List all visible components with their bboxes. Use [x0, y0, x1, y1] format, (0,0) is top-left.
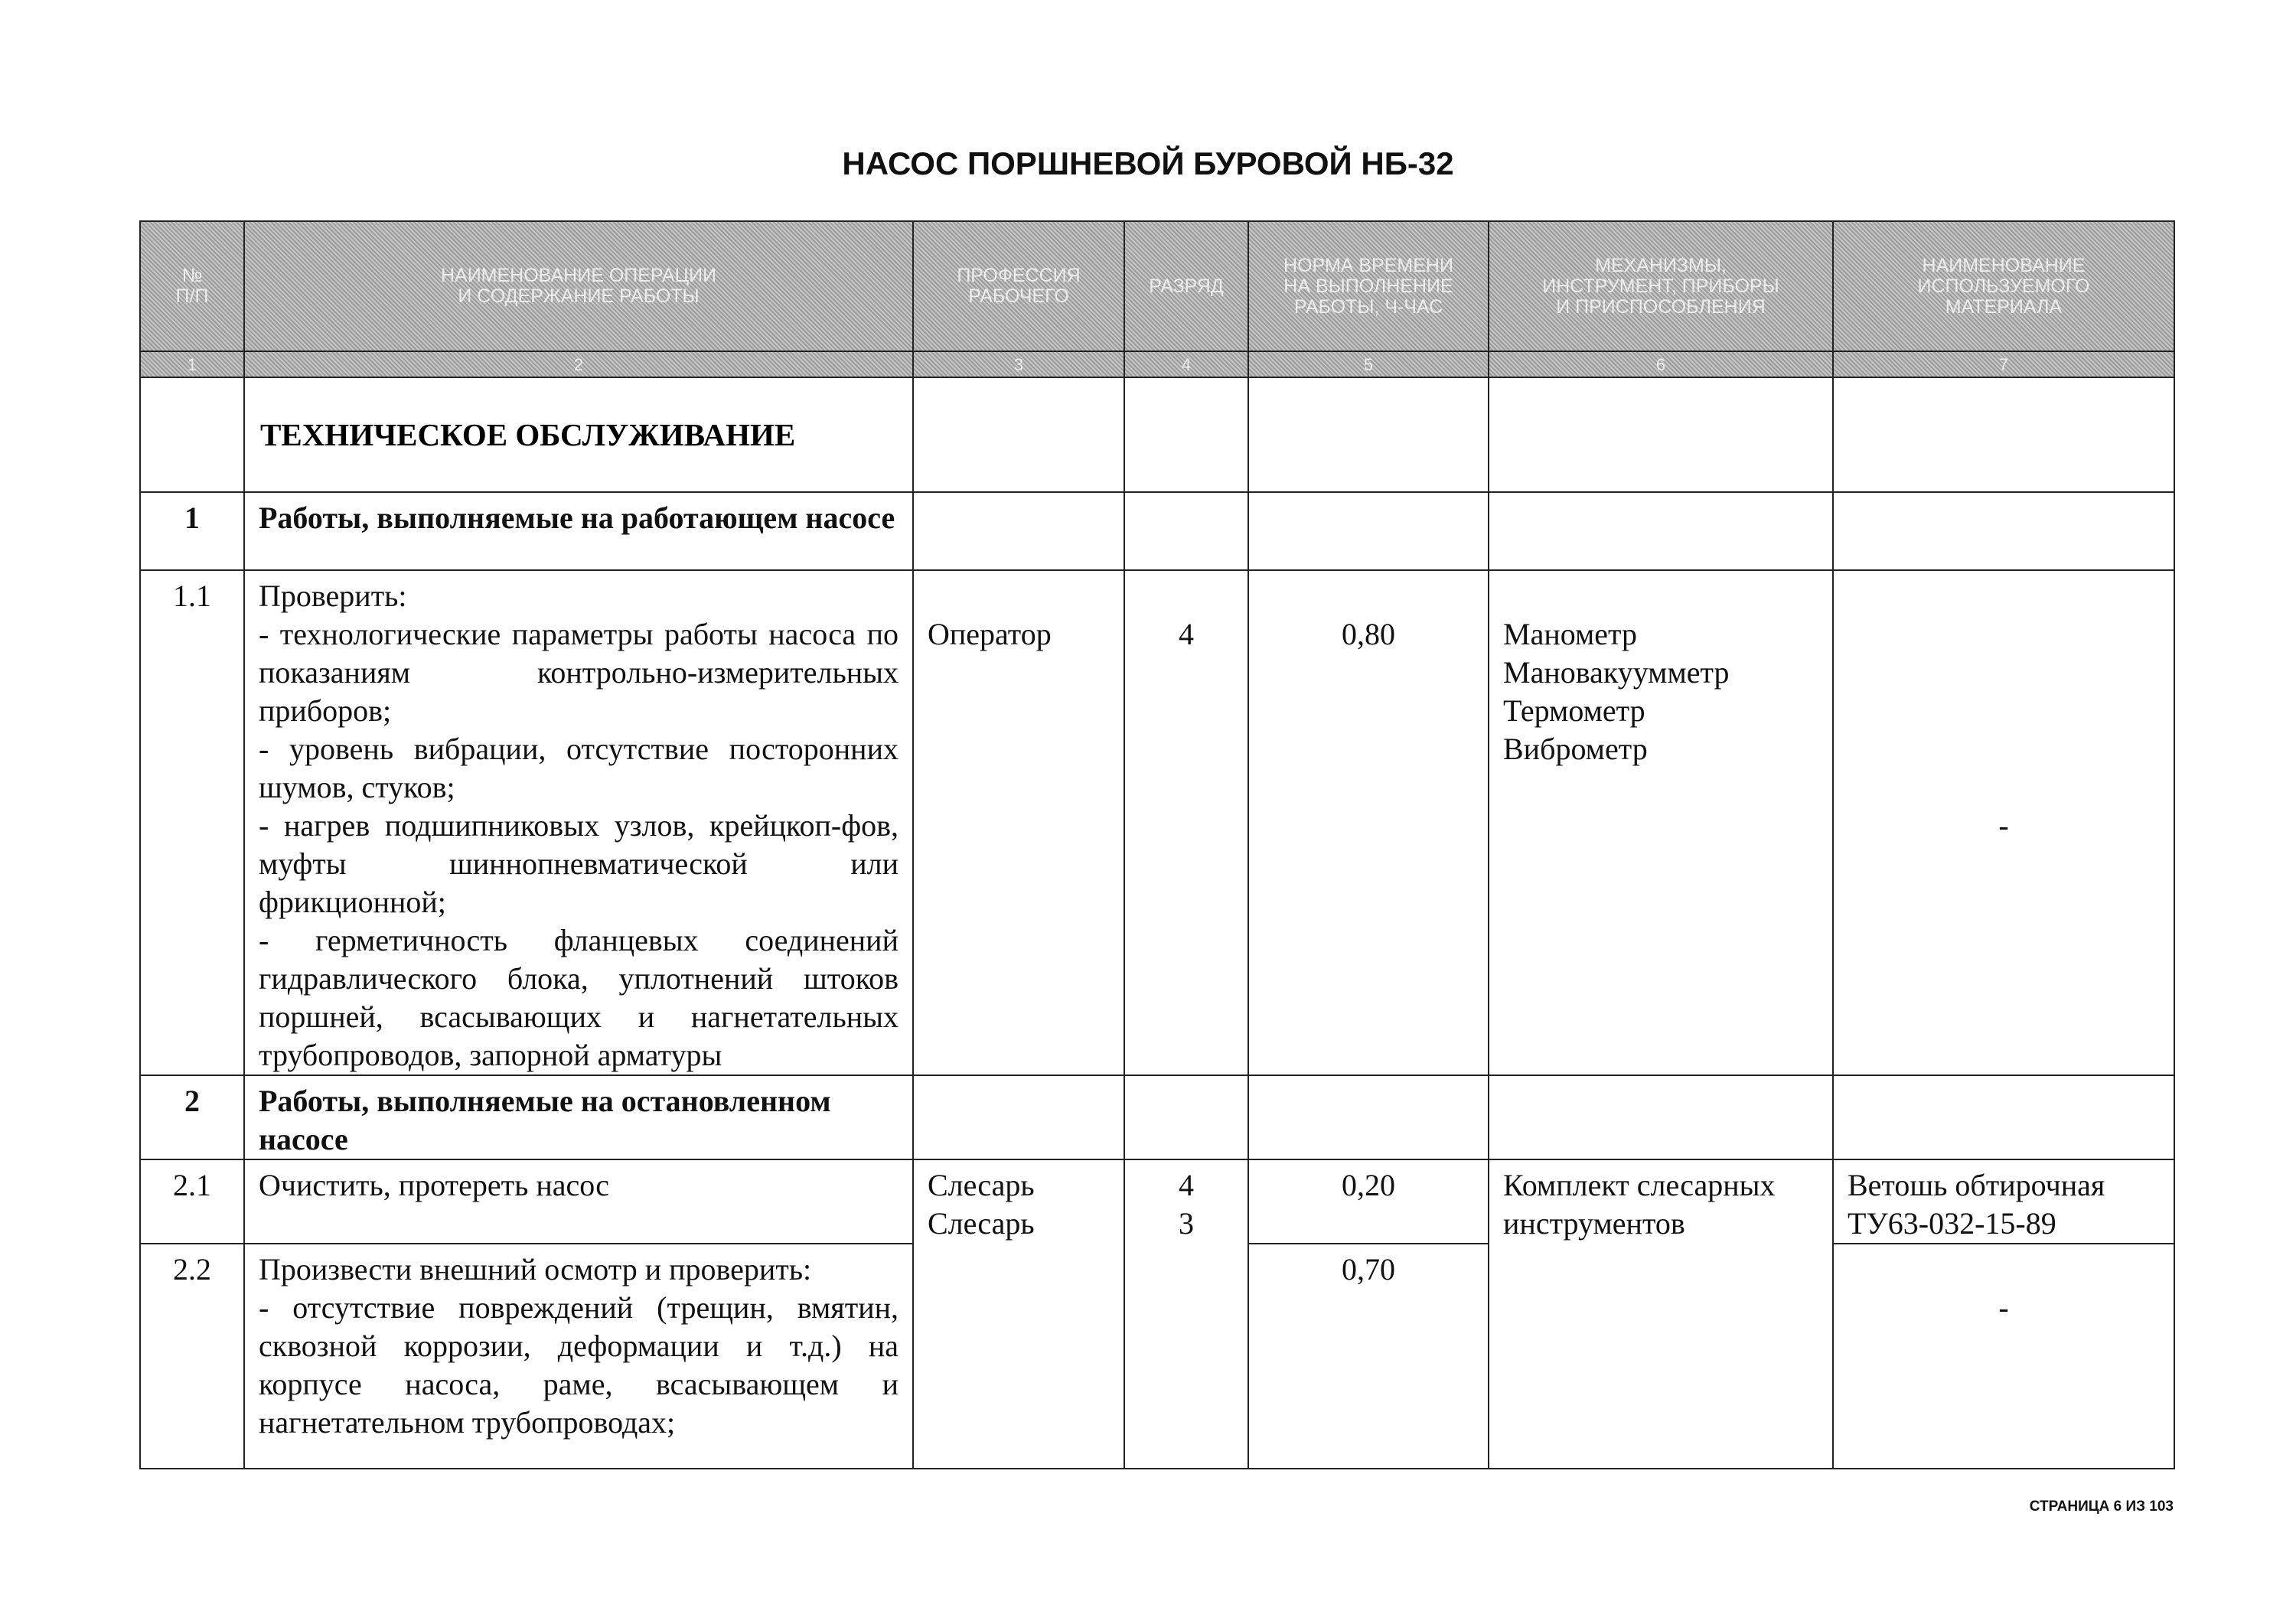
group-title: Работы, выполняемые на работающем насосе	[244, 492, 913, 570]
header-material: НАИМЕНОВАНИЕ ИСПОЛЬЗУЕМОГО МАТЕРИАЛА	[1833, 221, 2174, 351]
column-number: 4	[1124, 351, 1248, 377]
header-profession: ПРОФЕССИЯ РАБОЧЕГО	[913, 221, 1124, 351]
group-row-2	[140, 1075, 2174, 1159]
row-number: 2.2	[140, 1244, 244, 1469]
maintenance-table	[139, 220, 2175, 1469]
profession-cell: Оператор	[913, 570, 1124, 1075]
grade-cell: 4	[1124, 570, 1248, 1075]
column-number: 3	[913, 351, 1124, 377]
group-title: Работы, выполняемые на остановленном насосе	[244, 1075, 913, 1159]
group-row-1	[140, 492, 2174, 570]
header-grade: РАЗРЯД	[1124, 221, 1248, 351]
profession-cell: Слесарь Слесарь	[913, 1159, 1124, 1469]
operation-text: Очистить, протереть насос	[244, 1159, 913, 1244]
column-number: 1	[140, 351, 244, 377]
tools-cell: Комплект слесарных инструментов	[1489, 1159, 1833, 1469]
table-header-row	[140, 221, 2174, 351]
material-cell: Ветошь обтирочная ТУ63-032-15-89	[1833, 1159, 2174, 1244]
column-number: 5	[1248, 351, 1489, 377]
header-tools: МЕХАНИЗМЫ, ИНСТРУМЕНТ, ПРИБОРЫ И ПРИСПОСОБЛЕНИЯ	[1489, 221, 1833, 351]
table-row-1-1	[140, 570, 2174, 1075]
section-row	[140, 377, 2174, 492]
material-cell: -	[1833, 1244, 2174, 1469]
table-row-2-1	[140, 1159, 2174, 1244]
document-title: НАСОС ПОРШНЕВОЙ БУРОВОЙ НБ-32	[842, 145, 1454, 181]
page-counter: СТРАНИЦА 6 ИЗ 103	[2029, 1498, 2174, 1515]
grade-cell: 4 3	[1124, 1159, 1248, 1469]
section-title: ТЕХНИЧЕСКОЕ ОБСЛУЖИВАНИЕ	[244, 377, 913, 492]
norm-cell: 0,20	[1248, 1159, 1489, 1244]
row-number: 1.1	[140, 570, 244, 1075]
column-number-row	[140, 351, 2174, 377]
operation-text: Произвести внешний осмотр и проверить: - отсутствие повреждений (трещин, вмятин, сквозной коррозии, деформации и т.д.) на корпусе насоса, раме, всасывающем и нагнетательном трубопроводах;	[244, 1244, 913, 1469]
operation-text: Проверить: - технологические параметры работы насоса по показаниям контрольно-измерительных приборов; - уровень вибрации, отсутствие посторонних шумов, стуков; - нагрев подшипниковых узлов, крейцкоп-фов, муфты шиннопневматической или фрикционной; - герметичность фланцевых соединений гидравлического блока, уплотнений штоков поршней, всасывающих и нагнетательных трубопроводов, запорной арматуры	[244, 570, 913, 1075]
group-number: 1	[140, 492, 244, 570]
column-number: 7	[1833, 351, 2174, 377]
norm-cell: 0,70	[1248, 1244, 1489, 1469]
row-number: 2.1	[140, 1159, 244, 1244]
header-num: № П/П	[140, 221, 244, 351]
material-cell: -	[1833, 570, 2174, 1075]
norm-cell: 0,80	[1248, 570, 1489, 1075]
tools-cell: Манометр Мановакуумметр Термометр Виброметр	[1489, 570, 1833, 1075]
header-operation: НАИМЕНОВАНИЕ ОПЕРАЦИИ И СОДЕРЖАНИЕ РАБОТЫ	[244, 221, 913, 351]
header-norm: НОРМА ВРЕМЕНИ НА ВЫПОЛНЕНИЕ РАБОТЫ, Ч-ЧАС	[1248, 221, 1489, 351]
column-number: 6	[1489, 351, 1833, 377]
column-number: 2	[244, 351, 913, 377]
group-number: 2	[140, 1075, 244, 1159]
